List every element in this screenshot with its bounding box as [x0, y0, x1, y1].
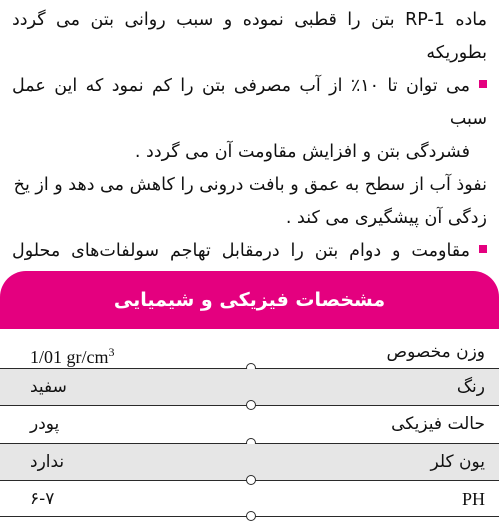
description-line: زدگی آن پیشگیری می کند .	[285, 208, 487, 228]
description-line: نفوذ آب از سطح به عمق و بافت درونی را کاهش می دهد و از یخ	[13, 175, 487, 195]
property-name: حالت فیزیکی	[391, 414, 485, 434]
property-name: رنگ	[456, 377, 485, 397]
property-value: پودر	[30, 414, 60, 434]
property-value: ندارد	[30, 452, 65, 472]
properties-table	[0, 271, 499, 525]
property-name: PH	[461, 489, 485, 509]
divider-knob-icon	[246, 511, 256, 521]
description-line: فشردگی بتن و افزایش مقاومت آن می گردد .	[134, 142, 470, 162]
property-name: وزن مخصوص	[386, 342, 485, 362]
property-name: یون کلر	[430, 452, 485, 472]
property-value: 1/01 $gr/cm^3$	[30, 345, 115, 367]
property-value: ۶-۷	[30, 489, 55, 509]
table-title: مشخصات فیزیکی و شیمیایی	[113, 289, 386, 311]
description-line: ماده RP-1 بتن را قطبی نموده و سبب روانی بتن می گردد بطوریکه	[12, 10, 488, 63]
property-value: سفید	[30, 377, 67, 397]
table-header	[0, 271, 499, 329]
bullet-text: مقاومت و دوام بتن را درمقابل تهاجم سولفات‌های محلول	[12, 241, 470, 261]
square-bullet-icon	[479, 80, 487, 88]
bullet-item-water-reduction	[12, 70, 487, 136]
square-bullet-icon	[479, 245, 487, 253]
bullet-text: می توان تا ۱۰٪ از آب مصرفی بتن را کم نمود که این عمل سبب	[12, 76, 487, 129]
